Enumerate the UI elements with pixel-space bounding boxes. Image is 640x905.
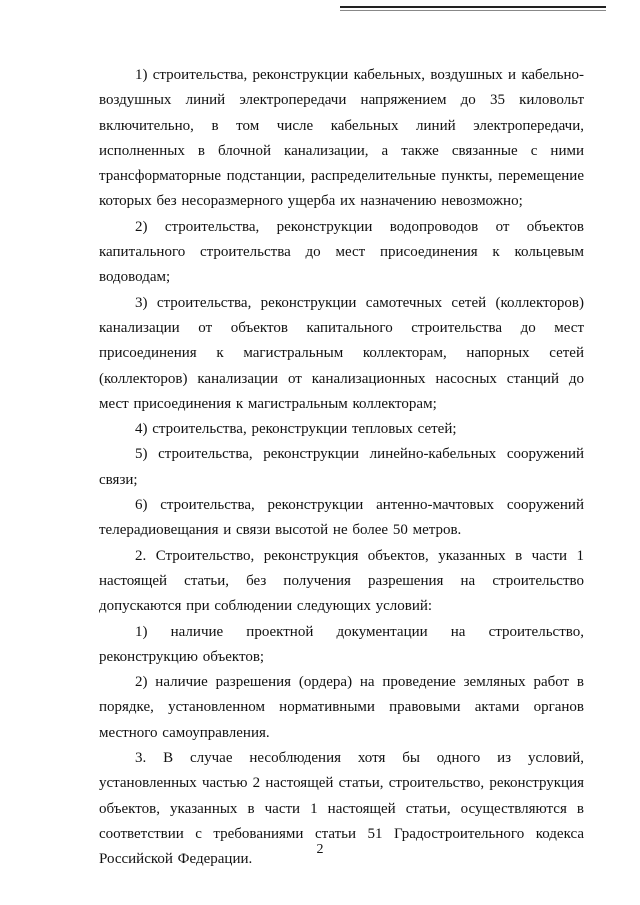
document-body [99, 63, 584, 873]
page-number: 2 [316, 842, 324, 857]
paragraph-item-2: 2) строительства, реконструкции водопроводов от объектов капитального строительства до мест присоединения к кольцевым водоводам; [99, 218, 584, 286]
paragraph-item-5: 5) строительства, реконструкции линейно-кабельных сооружений связи; [99, 446, 584, 488]
paragraph-item-4: 4) строительства, реконструкции тепловых сетей; [135, 421, 457, 438]
paragraph-part-2: 2. Строительство, реконструкция объектов, указанных в части 1 настоящей статьи, без получения разрешения на строительство допускаются при соблюдении следующих условий: [99, 547, 584, 615]
paragraph-condition-1: 1) наличие проектной документации на строительство, реконструкцию объектов; [99, 623, 584, 665]
paragraph-item-3: 3) строительства, реконструкции самотечных сетей (коллекторов) канализации от объектов капитального строительства до мест присоединения к магистральным коллекторам, напорных сетей (коллекторов) канализации от канализационных насосных станций до мест присоединения к магистральным коллекторам; [99, 294, 584, 412]
paragraph-part-3: 3. В случае несоблюдения хотя бы одного из условий, установленных частью 2 настоящей статьи, строительство, реконструкция объектов, указанных в части 1 настоящей статьи, осуществляются в соответствии с требованиями статьи 51 Градостроительного кодекса Российской Федерации. [99, 750, 584, 868]
paragraph-condition-2: 2) наличие разрешения (ордера) на проведение земляных работ в порядке, установленном нормативными правовыми актами органов местного самоуправления. [99, 674, 584, 741]
header-rule-thin [340, 10, 606, 11]
paragraph-item-6: 6) строительства, реконструкции антенно-мачтовых сооружений телерадиовещания и связи высотой не более 50 метров. [99, 497, 584, 539]
header-rule [340, 6, 606, 8]
paragraph-item-1: 1) строительства, реконструкции кабельных, воздушных и кабельно-воздушных линий электропередачи напряжением до 35 киловольт включительно, в том числе кабельных линий электропередачи, исполненных в блочной канализации, а также связанные с ними трансформаторные подстанции, распределительные пункты, перемещение которых без несоразмерного ущерба их назначению невозможно; [99, 67, 584, 210]
